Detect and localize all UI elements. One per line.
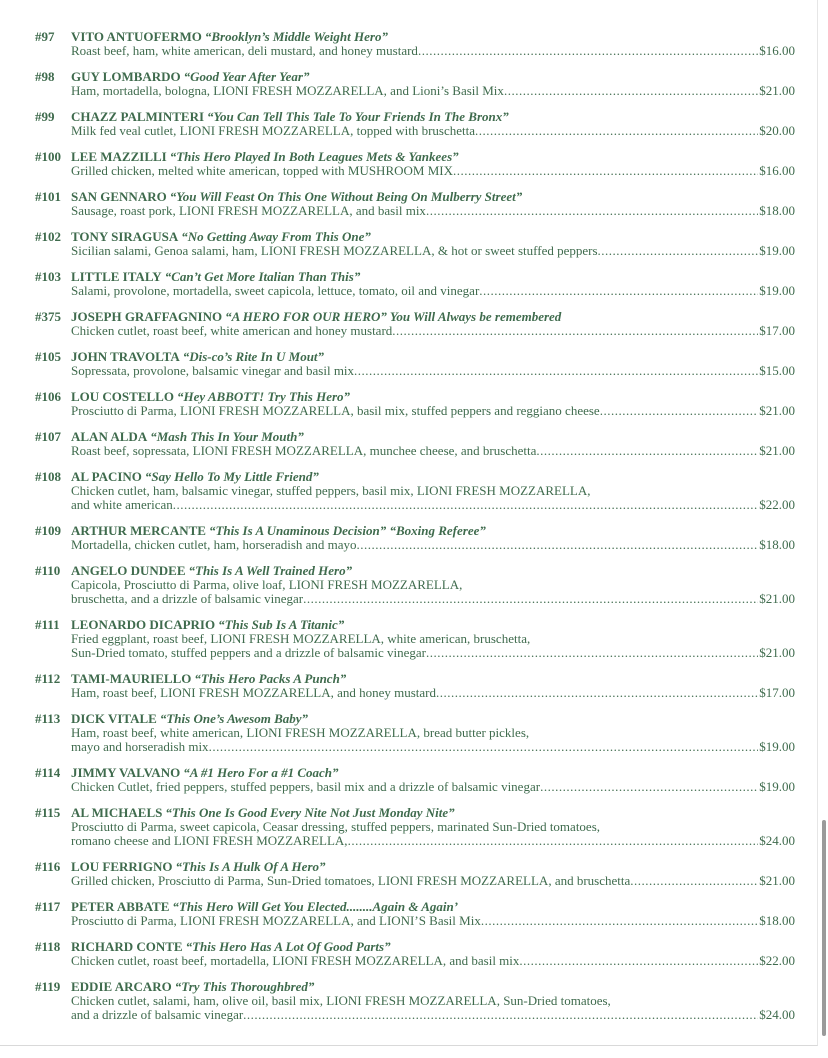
item-name: SAN GENNARO <box>71 189 167 204</box>
menu-item <box>35 390 795 418</box>
item-description: Chicken cutlet, salami, ham, olive oil, basil mix, LIONI FRESH MOZZARELLA, Sun-Dried tomatoes, <box>71 993 611 1008</box>
item-name: JIMMY VALVANO <box>71 765 181 780</box>
dot-leader <box>209 740 759 754</box>
item-price: $21.00 <box>759 873 795 888</box>
item-number: #109 <box>35 523 61 538</box>
item-tagline: “Dis-co’s Rite In U Mout” <box>182 349 325 364</box>
menu-item <box>35 310 795 338</box>
menu-item <box>35 980 795 1022</box>
item-price: $22.00 <box>759 497 795 512</box>
menu-item <box>35 564 795 606</box>
item-title <box>35 470 795 484</box>
item-tagline: “This Sub Is A Titanic” <box>218 617 345 632</box>
item-number: #116 <box>35 859 61 874</box>
item-price: $17.00 <box>759 323 795 338</box>
item-number: #113 <box>35 711 61 726</box>
item-title <box>35 270 795 284</box>
item-description: Salami, provolone, mortadella, sweet capicola, lettuce, tomato, oil and vinegar <box>71 283 480 298</box>
menu-item <box>35 900 795 928</box>
dot-leader <box>173 498 758 512</box>
item-price: $15.00 <box>759 363 795 378</box>
item-name: JOSEPH GRAFFAGNINO <box>71 309 223 324</box>
item-title <box>35 672 795 686</box>
menu-item <box>35 190 795 218</box>
item-description: Capicola, Prosciutto di Parma, olive loaf, LIONI FRESH MOZZARELLA, <box>71 577 463 592</box>
item-description: Sopressata, provolone, balsamic vinegar and basil mix <box>71 363 355 378</box>
item-description: Chicken Cutlet, fried peppers, stuffed peppers, basil mix and a drizzle of balsamic vinegar <box>71 779 541 794</box>
dot-leader <box>519 954 758 968</box>
dot-leader <box>630 874 758 888</box>
item-name: TONY SIRAGUSA <box>71 229 179 244</box>
item-description: Chicken cutlet, roast beef, white american and honey mustard <box>71 323 393 338</box>
item-name: JOHN TRAVOLTA <box>71 349 180 364</box>
menu-item <box>35 150 795 178</box>
menu-item <box>35 524 795 552</box>
item-price: $21.00 <box>759 443 795 458</box>
item-title <box>35 806 795 820</box>
menu-item <box>35 270 795 298</box>
dot-leader <box>436 686 758 700</box>
menu-item <box>35 672 795 700</box>
dot-leader <box>418 44 758 58</box>
item-description: and white american <box>71 497 173 512</box>
item-number: #119 <box>35 979 61 994</box>
item-price: $21.00 <box>759 591 795 606</box>
menu-item <box>35 430 795 458</box>
item-title <box>35 310 795 324</box>
item-description: Grilled chicken, melted white american, topped with MUSHROOM MIX <box>71 163 453 178</box>
item-title <box>35 900 795 914</box>
item-description: Chicken cutlet, roast beef, mortadella, LIONI FRESH MOZZARELLA, and basil mix <box>71 953 520 968</box>
menu-item <box>35 766 795 794</box>
dot-leader <box>475 124 758 138</box>
item-price: $21.00 <box>759 83 795 98</box>
item-tagline: “No Getting Away From This One” <box>181 229 371 244</box>
item-title <box>35 564 795 578</box>
item-number: #115 <box>35 805 61 820</box>
item-price: $22.00 <box>759 953 795 968</box>
scrollbar[interactable] <box>822 820 826 1036</box>
item-description: Prosciutto di Parma, LIONI FRESH MOZZARELLA, and LIONI’S Basil Mix <box>71 913 481 928</box>
item-title <box>35 30 795 44</box>
item-description: Mortadella, chicken cutlet, ham, horseradish and mayo <box>71 537 357 552</box>
item-description: Ham, roast beef, white american, LIONI FRESH MOZZARELLA, bread butter pickles, <box>71 725 530 740</box>
item-description: Milk fed veal cutlet, LIONI FRESH MOZZARELLA, topped with bruschetta <box>71 123 476 138</box>
item-name: ALAN ALDA <box>71 429 148 444</box>
dot-leader <box>426 646 758 660</box>
menu-item <box>35 110 795 138</box>
item-title <box>35 940 795 954</box>
item-description: Sicilian salami, Genoa salami, ham, LIONI FRESH MOZZARELLA, & hot or sweet stuffed peppers <box>71 243 598 258</box>
item-title <box>35 524 795 538</box>
item-tagline: “A #1 Hero For a #1 Coach” <box>183 765 339 780</box>
item-price: $17.00 <box>759 685 795 700</box>
menu-item <box>35 940 795 968</box>
item-title <box>35 712 795 726</box>
dot-leader <box>426 204 758 218</box>
item-tagline: “Mash This In Your Mouth” <box>150 429 304 444</box>
item-tagline: “This Hero Has A Lot Of Good Parts” <box>185 939 391 954</box>
dot-leader <box>453 164 758 178</box>
item-title <box>35 980 795 994</box>
dot-leader <box>243 1008 758 1022</box>
item-price: $21.00 <box>759 403 795 418</box>
item-description: Sun-Dried tomato, stuffed peppers and a drizzle of balsamic vinegar <box>71 645 426 660</box>
item-name: LITTLE ITALY <box>71 269 162 284</box>
item-price: $16.00 <box>759 163 795 178</box>
item-price: $19.00 <box>759 283 795 298</box>
item-title <box>35 766 795 780</box>
item-tagline: “This Hero Will Get You Elected........Again & Again’ <box>172 899 459 914</box>
item-number: #108 <box>35 469 61 484</box>
item-number: #101 <box>35 189 61 204</box>
item-name: LEE MAZZILLI <box>71 149 167 164</box>
item-price: $24.00 <box>759 833 795 848</box>
item-number: #102 <box>35 229 61 244</box>
menu-item <box>35 806 795 848</box>
item-description: romano cheese and LIONI FRESH MOZZARELLA, <box>71 833 348 848</box>
item-title <box>35 390 795 404</box>
dot-leader <box>392 324 758 338</box>
item-tagline: “Brooklyn’s Middle Weight Hero” <box>204 29 388 44</box>
item-number: #375 <box>35 309 61 324</box>
item-price: $19.00 <box>759 779 795 794</box>
item-price: $18.00 <box>759 203 795 218</box>
menu-item <box>35 860 795 888</box>
item-tagline-extra: You Will Always be remembered <box>389 309 562 324</box>
item-name: LEONARDO DICAPRIO <box>71 617 216 632</box>
item-price: $18.00 <box>759 537 795 552</box>
menu-item <box>35 350 795 378</box>
dot-leader <box>479 284 758 298</box>
item-description: Roast beef, ham, white american, deli mustard, and honey mustard <box>71 43 418 58</box>
dot-leader <box>504 84 758 98</box>
item-description: bruschetta, and a drizzle of balsamic vinegar <box>71 591 304 606</box>
item-number: #112 <box>35 671 61 686</box>
dot-leader <box>481 914 758 928</box>
item-description: and a drizzle of balsamic vinegar <box>71 1007 244 1022</box>
item-description: Fried eggplant, roast beef, LIONI FRESH MOZZARELLA, white american, bruschetta, <box>71 631 531 646</box>
item-name: DICK VITALE <box>71 711 157 726</box>
item-tagline: “You Will Feast On This One Without Being On Mulberry Street” <box>169 189 523 204</box>
item-name: EDDIE ARCARO <box>71 979 172 994</box>
menu-item <box>35 230 795 258</box>
item-title <box>35 190 795 204</box>
item-name: ARTHUR MERCANTE <box>71 523 206 538</box>
item-number: #99 <box>35 109 55 124</box>
item-description: Chicken cutlet, ham, balsamic vinegar, stuffed peppers, basil mix, LIONI FRESH MOZZARELLA, <box>71 483 591 498</box>
item-tagline: “A HERO FOR OUR HERO” <box>225 309 387 324</box>
item-number: #100 <box>35 149 61 164</box>
item-title <box>35 860 795 874</box>
menu-item <box>35 30 795 58</box>
item-name: TAMI-MAURIELLO <box>71 671 192 686</box>
item-name: LOU FERRIGNO <box>71 859 173 874</box>
item-number: #117 <box>35 899 61 914</box>
item-description: mayo and horseradish mix <box>71 739 209 754</box>
item-description: Grilled chicken, Prosciutto di Parma, Sun-Dried tomatoes, LIONI FRESH MOZZARELLA, and bruschetta <box>71 873 631 888</box>
item-tagline: “You Can Tell This Tale To Your Friends In The Bronx” <box>207 109 509 124</box>
item-description: Ham, roast beef, LIONI FRESH MOZZARELLA, and honey mustard <box>71 685 437 700</box>
item-price: $20.00 <box>759 123 795 138</box>
item-title <box>35 350 795 364</box>
item-tagline: “This Hero Played In Both Leagues Mets & Yankees” <box>169 149 459 164</box>
hero-menu-list <box>35 30 795 1022</box>
item-description: Roast beef, sopressata, LIONI FRESH MOZZARELLA, munchee cheese, and bruschetta <box>71 443 537 458</box>
item-tagline: “This Is A Hulk Of A Hero” <box>175 859 326 874</box>
item-tagline: “Can’t Get More Italian Than This” <box>164 269 361 284</box>
item-number: #103 <box>35 269 61 284</box>
item-title <box>35 230 795 244</box>
dot-leader <box>598 244 759 258</box>
dot-leader <box>540 780 758 794</box>
item-name: GUY LOMBARDO <box>71 69 181 84</box>
item-tagline: “Say Hello To My Little Friend” <box>144 469 319 484</box>
item-name: VITO ANTUOFERMO <box>71 29 202 44</box>
item-price: $18.00 <box>759 913 795 928</box>
menu-item <box>35 70 795 98</box>
item-description: Prosciutto di Parma, LIONI FRESH MOZZARELLA, basil mix, stuffed peppers and reggiano cheese <box>71 403 600 418</box>
item-number: #118 <box>35 939 61 954</box>
item-name: AL PACINO <box>71 469 142 484</box>
item-number: #107 <box>35 429 61 444</box>
item-name: AL MICHAELS <box>71 805 163 820</box>
menu-item <box>35 470 795 512</box>
menu-item <box>35 618 795 660</box>
item-name: ANGELO DUNDEE <box>71 563 186 578</box>
item-name: PETER ABBATE <box>71 899 170 914</box>
item-number: #106 <box>35 389 61 404</box>
item-tagline: “This Is A Well Trained Hero” <box>188 563 353 578</box>
item-name: LOU COSTELLO <box>71 389 174 404</box>
item-description: Prosciutto di Parma, sweet capicola, Ceasar dressing, stuffed peppers, marinated Sun-Dried tomatoes, <box>71 819 601 834</box>
dot-leader <box>536 444 758 458</box>
dot-leader <box>354 364 758 378</box>
menu-item <box>35 712 795 754</box>
item-price: $21.00 <box>759 645 795 660</box>
item-title <box>35 430 795 444</box>
item-title <box>35 70 795 84</box>
item-price: $16.00 <box>759 43 795 58</box>
item-tagline: “Hey ABBOTT! Try This Hero” <box>176 389 351 404</box>
item-tagline: “Good Year After Year” <box>183 69 310 84</box>
item-number: #105 <box>35 349 61 364</box>
item-tagline: “This Is A Unaminous Decision” “Boxing Referee” <box>208 523 486 538</box>
item-title <box>35 110 795 124</box>
item-title <box>35 150 795 164</box>
item-tagline: “This One’s Awesom Baby” <box>159 711 309 726</box>
dot-leader <box>303 592 758 606</box>
dot-leader <box>348 834 759 848</box>
dot-leader <box>600 404 759 418</box>
item-number: #97 <box>35 29 55 44</box>
item-title <box>35 618 795 632</box>
item-price: $19.00 <box>759 739 795 754</box>
item-tagline: “This One Is Good Every Nite Not Just Monday Nite” <box>165 805 455 820</box>
item-number: #98 <box>35 69 55 84</box>
item-description: Sausage, roast pork, LIONI FRESH MOZZARELLA, and basil mix <box>71 203 426 218</box>
item-description: Ham, mortadella, bologna, LIONI FRESH MOZZARELLA, and Lioni’s Basil Mix <box>71 83 504 98</box>
item-number: #111 <box>35 617 60 632</box>
item-number: #114 <box>35 765 61 780</box>
item-price: $24.00 <box>759 1007 795 1022</box>
item-name: CHAZZ PALMINTERI <box>71 109 205 124</box>
item-price: $19.00 <box>759 243 795 258</box>
item-tagline: “Try This Thoroughbred” <box>174 979 315 994</box>
item-name: RICHARD CONTE <box>71 939 183 954</box>
dot-leader <box>357 538 759 552</box>
item-number: #110 <box>35 563 61 578</box>
item-tagline: “This Hero Packs A Punch” <box>194 671 347 686</box>
